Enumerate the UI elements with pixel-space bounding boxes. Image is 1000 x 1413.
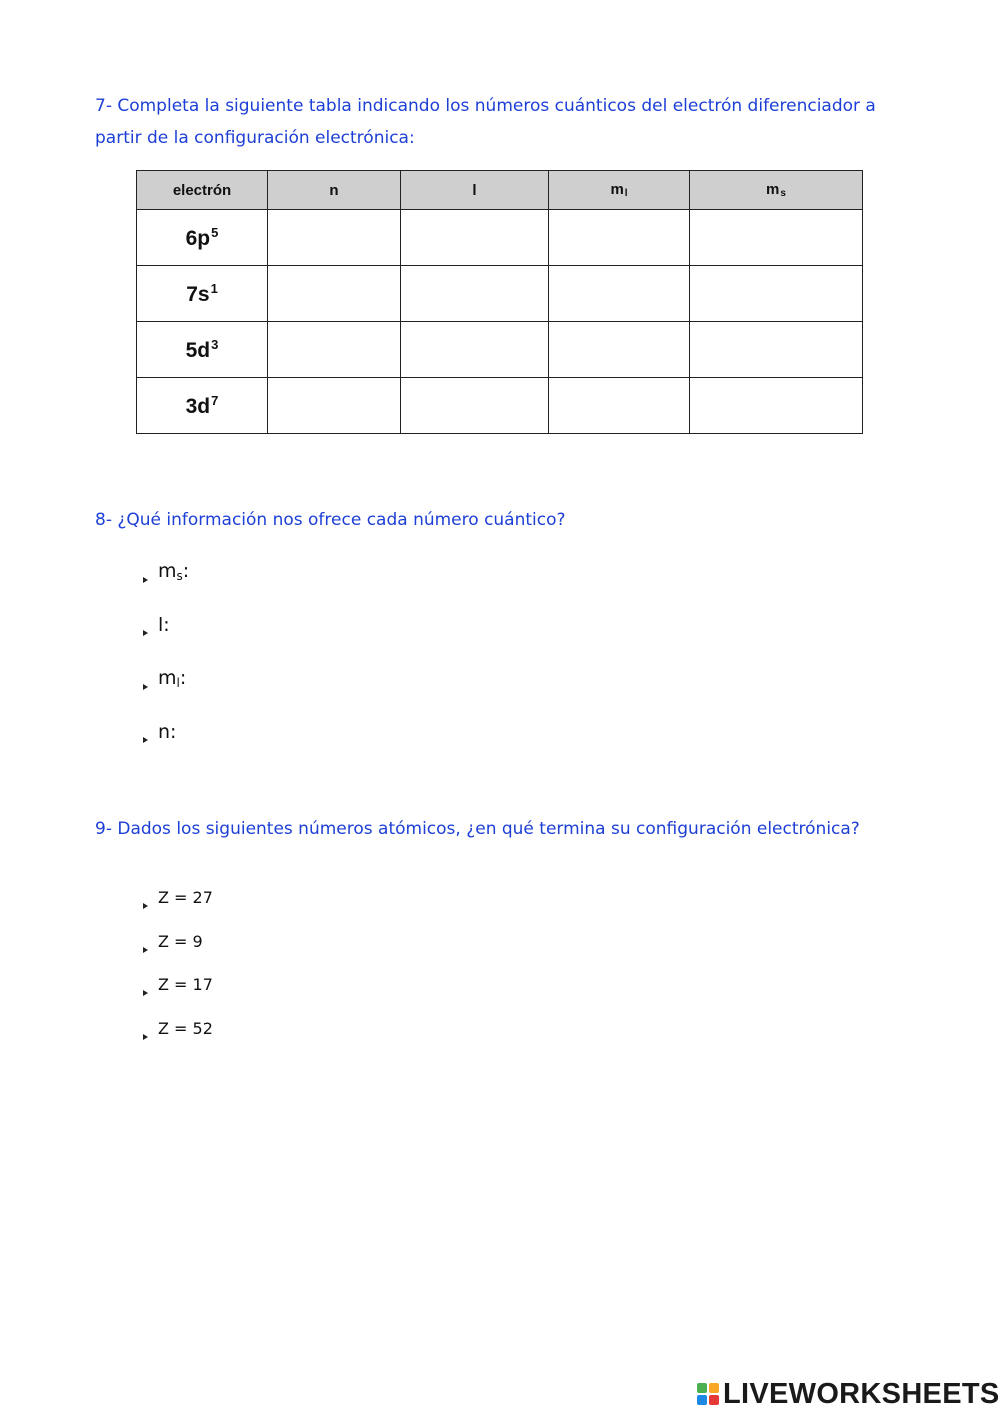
answer-cell-ml[interactable] [549,266,690,322]
list-item: Z = 17 [143,971,213,1015]
atomic-number-list [143,884,213,1059]
header-l: l [401,171,549,210]
logo-square [697,1383,707,1393]
answer-cell-n[interactable] [268,378,401,434]
answer-cell-l[interactable] [401,266,549,322]
logo-square [709,1383,719,1393]
answer-cell-ms[interactable] [690,378,863,434]
list-item-n: n: [143,714,189,768]
answer-cell-ms[interactable] [690,266,863,322]
table-row [137,266,863,322]
header-electron: electrón [137,171,268,210]
quantum-numbers-table [136,170,863,434]
list-item-ms: ms: [143,553,189,607]
logo-icon [697,1383,719,1405]
answer-cell-l[interactable] [401,210,549,266]
question-9: 9- Dados los siguientes números atómicos, ¿en qué termina su configuración electrónica? [95,819,860,839]
electron-config-cell: $7s^1$ [137,266,268,322]
table-row [137,378,863,434]
liveworksheets-logo [697,1376,1000,1412]
electron-config-cell: $6p^5$ [137,210,268,266]
table-header-row [137,171,863,210]
answer-cell-l[interactable] [401,322,549,378]
table-row [137,322,863,378]
brand-text: LIVEWORKSHEETS [723,1377,1000,1410]
table-row [137,210,863,266]
electron-config-cell: $3d^7$ [137,378,268,434]
electron-config-cell: $5d^3$ [137,322,268,378]
answer-cell-ml[interactable] [549,210,690,266]
answer-cell-ms[interactable] [690,322,863,378]
logo-square [697,1395,707,1405]
header-ms: $m_s$ [690,171,863,210]
answer-cell-ml[interactable] [549,322,690,378]
answer-cell-n[interactable] [268,266,401,322]
answer-cell-n[interactable] [268,210,401,266]
answer-cell-ml[interactable] [549,378,690,434]
answer-cell-l[interactable] [401,378,549,434]
list-item-l: l: [143,607,189,661]
list-item: Z = 27 [143,884,213,928]
header-ml: $m_l$ [549,171,690,210]
quantum-number-list [143,553,189,767]
logo-square [709,1395,719,1405]
answer-cell-n[interactable] [268,322,401,378]
question-7: 7- Completa la siguiente tabla indicando los números cuánticos del electrón diferenciador a partir de la configuración electrónica: [95,96,876,148]
list-item: Z = 52 [143,1015,213,1059]
answer-cell-ms[interactable] [690,210,863,266]
list-item-ml: ml: [143,660,189,714]
header-n: n [268,171,401,210]
question-8: 8- ¿Qué información nos ofrece cada número cuántico? [95,510,566,530]
list-item: Z = 9 [143,928,213,972]
